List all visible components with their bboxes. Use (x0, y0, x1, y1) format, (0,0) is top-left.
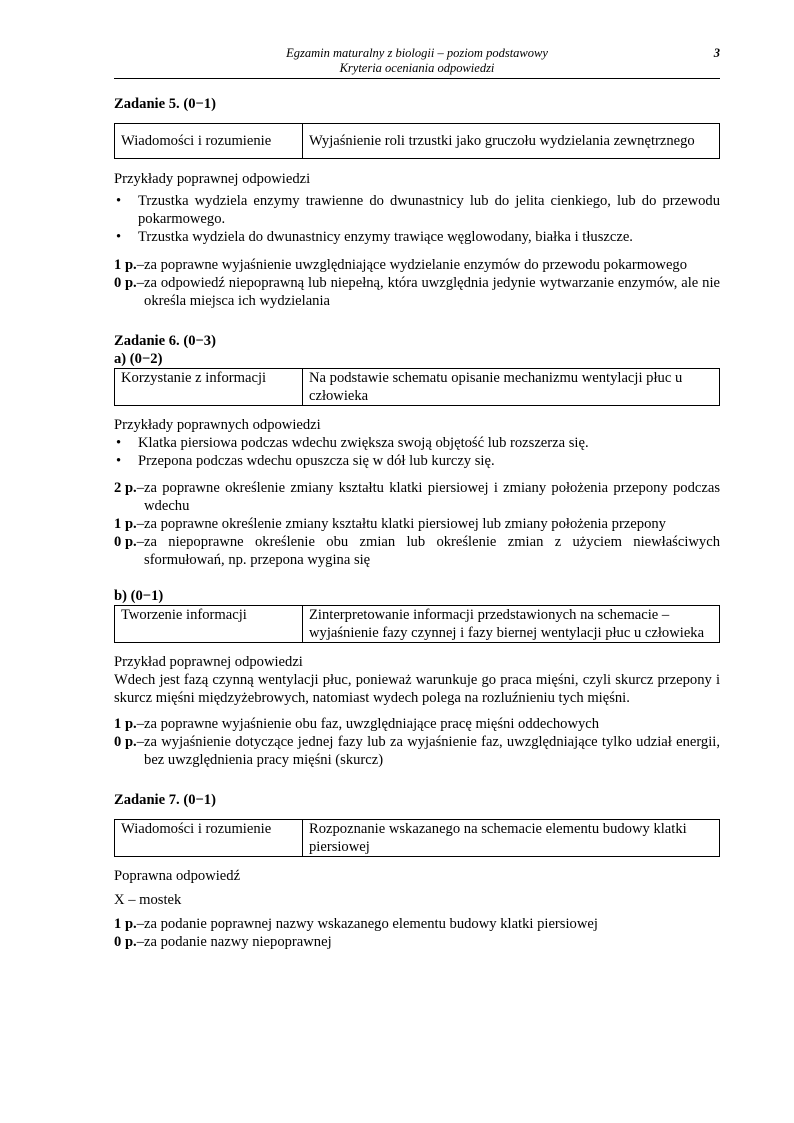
score-row: 1 p. – za podanie poprawnej nazwy wskazanego elementu budowy klatki piersiowej (114, 915, 720, 933)
score-row: 2 p. – za poprawne określenie zmiany kształtu klatki piersiowej i zmiany położenia przepony podczas wdechu (114, 480, 720, 514)
page-number: 3 (713, 46, 720, 60)
score-text-content: za poprawne określenie zmiany kształtu klatki piersiowej lub zmiany położenia przepony (144, 516, 666, 532)
score-row: 1 p. – za poprawne określenie zmiany kształtu klatki piersiowej lub zmiany położenia przepony (114, 515, 720, 533)
score-row: 0 p. – za wyjaśnienie dotyczące jednej fazy lub za wyjaśnienie faz, uwzględniające tylko udział energii, bez uwzględnienia pracy mięśni (skurcz) (114, 734, 720, 768)
score-points: 0 p. (114, 734, 137, 750)
task5-scoring (114, 256, 720, 310)
score-points: 1 p. (114, 257, 137, 273)
header-subtitle: Kryteria oceniania odpowiedzi (339, 61, 495, 75)
task7-scoring (114, 915, 720, 951)
task6b-scoring (114, 715, 720, 769)
task6b-example-label: Przykład poprawnej odpowiedzi (114, 654, 303, 670)
score-text (144, 274, 720, 310)
task6a-criteria-table (114, 368, 720, 406)
header-rule (114, 78, 720, 79)
score-text (144, 733, 720, 769)
score-text-content: za poprawne wyjaśnienie uwzględniające wydzielanie enzymów do przewodu pokarmowego (144, 257, 688, 273)
page (114, 46, 720, 951)
score-row: 1 p. – za poprawne wyjaśnienie uwzględniające wydzielanie enzymów do przewodu pokarmowego (114, 256, 720, 274)
task6b-requirement: Zinterpretowanie informacji przedstawionych na schemacie – wyjaśnienie fazy czynnej i fazy biernej wentylacji płuc u człowieka (303, 606, 720, 643)
score-row: 0 p. – za niepoprawne określenie obu zmian lub określenie zmian z użyciem niewłaściwych sformułowań, np. przepona wygina się (114, 534, 720, 568)
score-points: 2 p. (114, 480, 137, 496)
score-text-content: za odpowiedź niepoprawną lub niepełną, która uwzględnia jedynie wytwarzanie enzymów, ale nie określa miejsca ich wydzielania (144, 275, 720, 309)
score-text (144, 933, 720, 951)
header-exam-title: Egzamin maturalny z biologii – poziom podstawowy (286, 46, 548, 60)
score-text (144, 533, 720, 569)
task5-requirement: Wyjaśnienie roli trzustki jako gruczołu wydzielania zewnętrznego (303, 124, 720, 159)
score-text-content: za poprawne wyjaśnienie obu faz, uwzględniające pracę mięśni oddechowych (144, 716, 600, 732)
task6-title: Zadanie 6. (0−3) (114, 333, 216, 349)
score-points: 1 p. (114, 916, 137, 932)
score-text-content: za poprawne określenie zmiany kształtu klatki piersiowej i zmiany położenia przepony podczas wdechu (144, 480, 720, 514)
score-row: 1 p. – za poprawne wyjaśnienie obu faz, uwzględniające pracę mięśni oddechowych (114, 715, 720, 733)
task6a-skill-area: Korzystanie z informacji (115, 369, 303, 406)
task6b-label: b) (0−1) (114, 588, 164, 604)
score-text (144, 515, 720, 533)
score-text-content: za niepoprawne określenie obu zmian lub określenie zmian z użyciem niewłaściwych sformułowań, np. przepona wygina się (144, 534, 720, 568)
task7-skill-area: Wiadomości i rozumienie (115, 820, 303, 857)
score-text-content: za wyjaśnienie dotyczące jednej fazy lub za wyjaśnienie faz, uwzględniające tylko udział energii, bez uwzględnienia pracy mięśni (skurcz) (144, 734, 720, 768)
task6a-bullet-list (114, 434, 720, 470)
score-row: 0 p. – za podanie nazwy niepoprawnej (114, 933, 720, 951)
task7-requirement: Rozpoznanie wskazanego na schemacie elementu budowy klatki piersiowej (303, 820, 720, 857)
score-points: 1 p. (114, 516, 137, 532)
task5-skill-area: Wiadomości i rozumienie (115, 124, 303, 159)
task6a-scoring (114, 479, 720, 569)
task6a-label: a) (0−2) (114, 351, 163, 367)
score-row: 0 p. – za odpowiedź niepoprawną lub niepełną, która uwzględnia jedynie wytwarzanie enzymów, ale nie określa miejsca ich wydzielania (114, 275, 720, 309)
task7-answer-label: Poprawna odpowiedź (114, 868, 241, 884)
page-header (114, 46, 720, 76)
task5-title: Zadanie 5. (0−1) (114, 96, 216, 112)
score-text (144, 715, 720, 733)
score-points: 0 p. (114, 534, 137, 550)
task7-answer: X – mostek (114, 892, 182, 908)
list-item: • Klatka piersiowa podczas wdechu zwiększa swoją objętość lub rozszerza się. (114, 434, 720, 452)
score-text (144, 915, 720, 933)
score-text-content: za podanie nazwy niepoprawnej (144, 934, 332, 950)
score-points: 1 p. (114, 716, 137, 732)
task6a-examples-label: Przykłady poprawnych odpowiedzi (114, 417, 321, 433)
task5-bullet-list (114, 192, 720, 246)
score-text (144, 479, 720, 515)
score-text (144, 256, 720, 274)
task6b-example-text: Wdech jest fazą czynną wentylacji płuc, ponieważ warunkuje go praca mięśni, czyli skurcz przepony i skurcz mięśni międzyżebrowych, natomiast wydech polega na rozluźnieniu tych mięśni. (114, 672, 720, 706)
task6b-skill-area: Tworzenie informacji (115, 606, 303, 643)
task5-examples-label: Przykłady poprawnej odpowiedzi (114, 171, 311, 187)
task5-criteria-table (114, 123, 720, 159)
score-points: 0 p. (114, 275, 137, 291)
list-item: • Przepona podczas wdechu opuszcza się w dół lub kurczy się. (114, 452, 720, 470)
task7-criteria-table (114, 819, 720, 857)
task6b-criteria-table (114, 605, 720, 643)
score-text-content: za podanie poprawnej nazwy wskazanego elementu budowy klatki piersiowej (144, 916, 598, 932)
task7-title: Zadanie 7. (0−1) (114, 792, 216, 808)
score-points: 0 p. (114, 934, 137, 950)
list-item: • Trzustka wydziela do dwunastnicy enzymy trawiące węglowodany, białka i tłuszcze. (114, 228, 720, 246)
list-item: • Trzustka wydziela enzymy trawienne do dwunastnicy lub do jelita cienkiego, lub do przewodu pokarmowego. (114, 192, 720, 228)
task6a-requirement: Na podstawie schematu opisanie mechanizmu wentylacji płuc u człowieka (303, 369, 720, 406)
